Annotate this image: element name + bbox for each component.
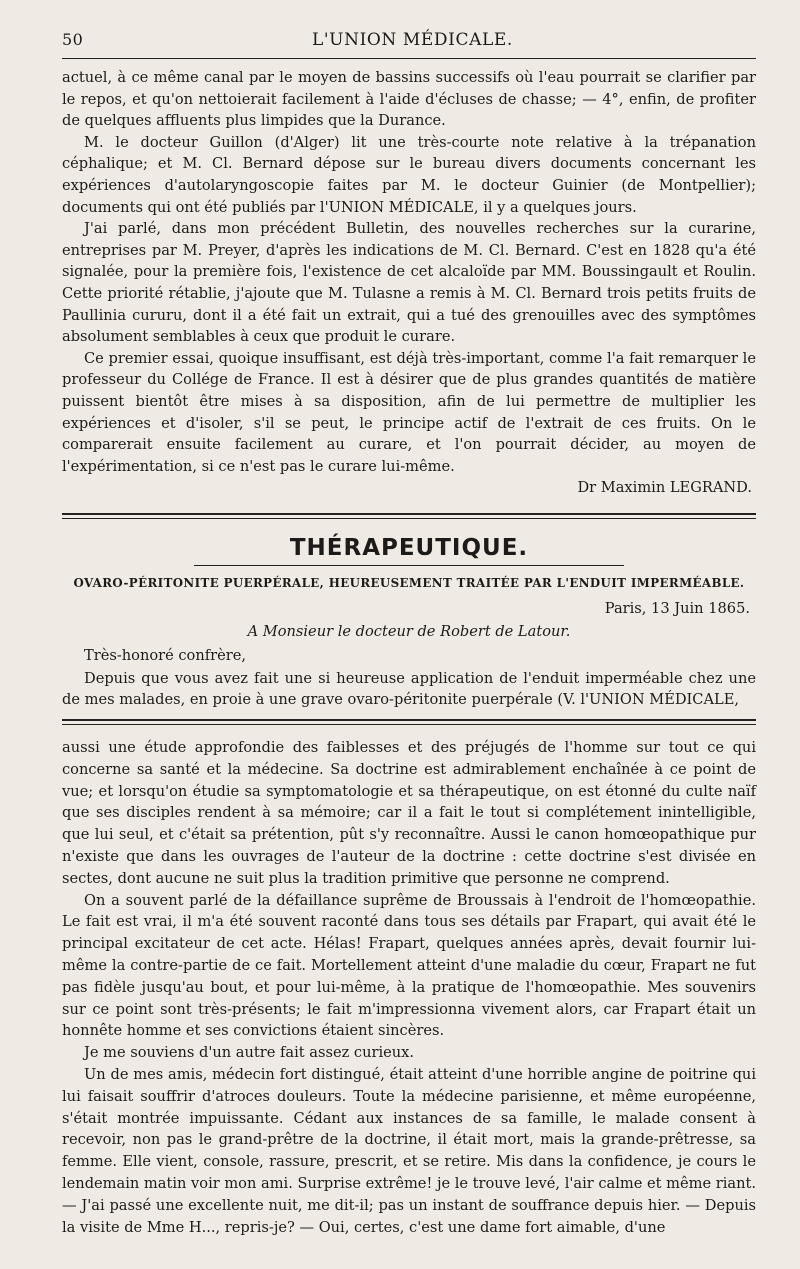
article-title: OVARO-PÉRITONITE PUERPÉRALE, HEUREUSEMENT TRAITÉE PAR L'ENDUIT IMPERMÉABLE. — [73, 575, 745, 590]
title-rule — [194, 565, 624, 566]
letter-opening: Depuis que vous avez fait une si heureuse application de l'enduit imperméable chez une de mes malades, en proie à une grave ovaro-péritonite puerpérale (V. l'UNION MÉDICALE, — [62, 669, 756, 709]
paragraph: Ce premier essai, quoique insuffisant, est déjà très-important, comme l'a fait remarquer le professeur du Collége de France. Il est à désirer que de plus grandes quantités de matière puissent bientôt être mises à sa disposition, afin de lui permettre de multiplier les expériences et d'isoler, s'il se peut, le principe actif de l'extrait de ces fruits. On le comparerait ensuite facilement au curare, et l'on pourrait décider, au moyen de l'expérimentation, si ce n'est pas le curare lui-même. — [62, 349, 756, 475]
feuilleton-text — [62, 737, 756, 1238]
paragraph: actuel, à ce même canal par le moyen de bassins successifs où l'eau pourrait se clarifier par le repos, et qu'on nettoierait facilement à l'aide d'écluses de chasse; — 4°, enfin, de profiter de quelques affluents plus limpides que la Durance. — [62, 69, 756, 130]
dateline: Paris, 13 Juin 1865. — [604, 599, 750, 617]
paragraph: On a souvent parlé de la défaillance suprême de Broussais à l'endroit de l'homœopathie. Le fait est vrai, il m'a été souvent raconté dans tous ses détails par Frapart, qui avait été le principal excitateur de cet acte. Hélas! Frapart, quelques années après, devait fournir lui-même la contre-partie de ce fait. Mortellement atteint d'une maladie du cœur, Frapart ne fut pas fidèle jusqu'au bout, et pour lui-même, à la pratique de l'homœopathie. Mes souvenirs sur ce point sont très-présents; le fait m'impressionna vivement alors, car Frapart était un honnête homme et ses convictions étaient sincères. — [62, 891, 756, 1040]
signature: Dr Maximin LEGRAND. — [577, 479, 752, 497]
bulletin-text — [62, 67, 756, 499]
addressee: A Monsieur le docteur de Robert de Latour. — [247, 622, 571, 640]
salutation: Très-honoré confrère, — [84, 646, 247, 664]
journal-title: L'UNION MÉDICALE. — [312, 30, 513, 50]
section-divider — [62, 513, 756, 519]
feuilleton-divider — [62, 719, 756, 725]
paragraph: M. le docteur Guillon (d'Alger) lit une très-courte note relative à la trépanation céphalique; et M. Cl. Bernard dépose sur le bureau divers documents concernant les expériences d'autolaryngoscopie faites par M. le docteur Guinier (de Montpellier); documents qui ont été publiés par l'UNION MÉDICALE, il y a quelques jours. — [62, 133, 756, 216]
page-number: 50 — [62, 30, 84, 49]
header-rule — [62, 58, 756, 59]
running-head — [62, 30, 756, 56]
paragraph: aussi une étude approfondie des faiblesses et des préjugés de l'homme sur tout ce qui concerne sa santé et la médecine. Sa doctrine est admirablement enchaînée à ce point de vue; et lorsqu'on étudie sa symptomatologie et sa thérapeutique, on est étonné du culte naïf que ses disciples rendent à sa mémoire; car il a fait le tout si complétement inintelligible, que lui seul, et c'était sa prétention, pût s'y reconnaître. Aussi le canon homœopathique pur n'existe que dans les ouvrages de l'auteur de la doctrine : cette doctrine s'est divisée en sectes, dont aucune ne suit plus la tradition primitive que personne ne comprend. — [62, 739, 756, 887]
section-title: THÉRAPEUTIQUE. — [289, 534, 529, 561]
paragraph: Un de mes amis, médecin fort distingué, était atteint d'une horrible angine de poitrine qui lui faisait souffrir d'atroces douleurs. Toute la médecine parisienne, et même européenne, s'était montrée impuissante. Cédant aux instances de sa famille, le malade consent à recevoir, non pas le grand-prêtre de la doctrine, il était mort, mais la grande-prêtresse, sa femme. Elle vient, console, rassure, prescrit, et se retire. Mis dans la confidence, je cours le lendemain matin voir mon ami. Surprise extrême! je le trouve levé, l'air calme et même riant. — J'ai passé une excellente nuit, me dit-il; pas un instant de souffrance depuis hier. — Depuis la visite de Mme H..., repris-je? — Oui, certes, c'est une dame fort aimable, d'une — [62, 1066, 756, 1236]
paragraph: Je me souviens d'un autre fait assez curieux. — [84, 1044, 415, 1062]
paragraph: J'ai parlé, dans mon précédent Bulletin, des nouvelles recherches sur la curarine, entreprises par M. Preyer, d'après les indications de M. Cl. Bernard. C'est en 1828 qu'a été signalée, pour la première fois, l'existence de cet alcaloïde par MM. Boussingault et Roulin. Cette priorité rétablie, j'ajoute que M. Tulasne a remis à M. Cl. Bernard trois petits fruits de Paullinia cururu, dont il a été fait un extrait, qui a tué des grenouilles avec des symptômes absolument semblables à ceux que produit le curare. — [62, 220, 756, 346]
